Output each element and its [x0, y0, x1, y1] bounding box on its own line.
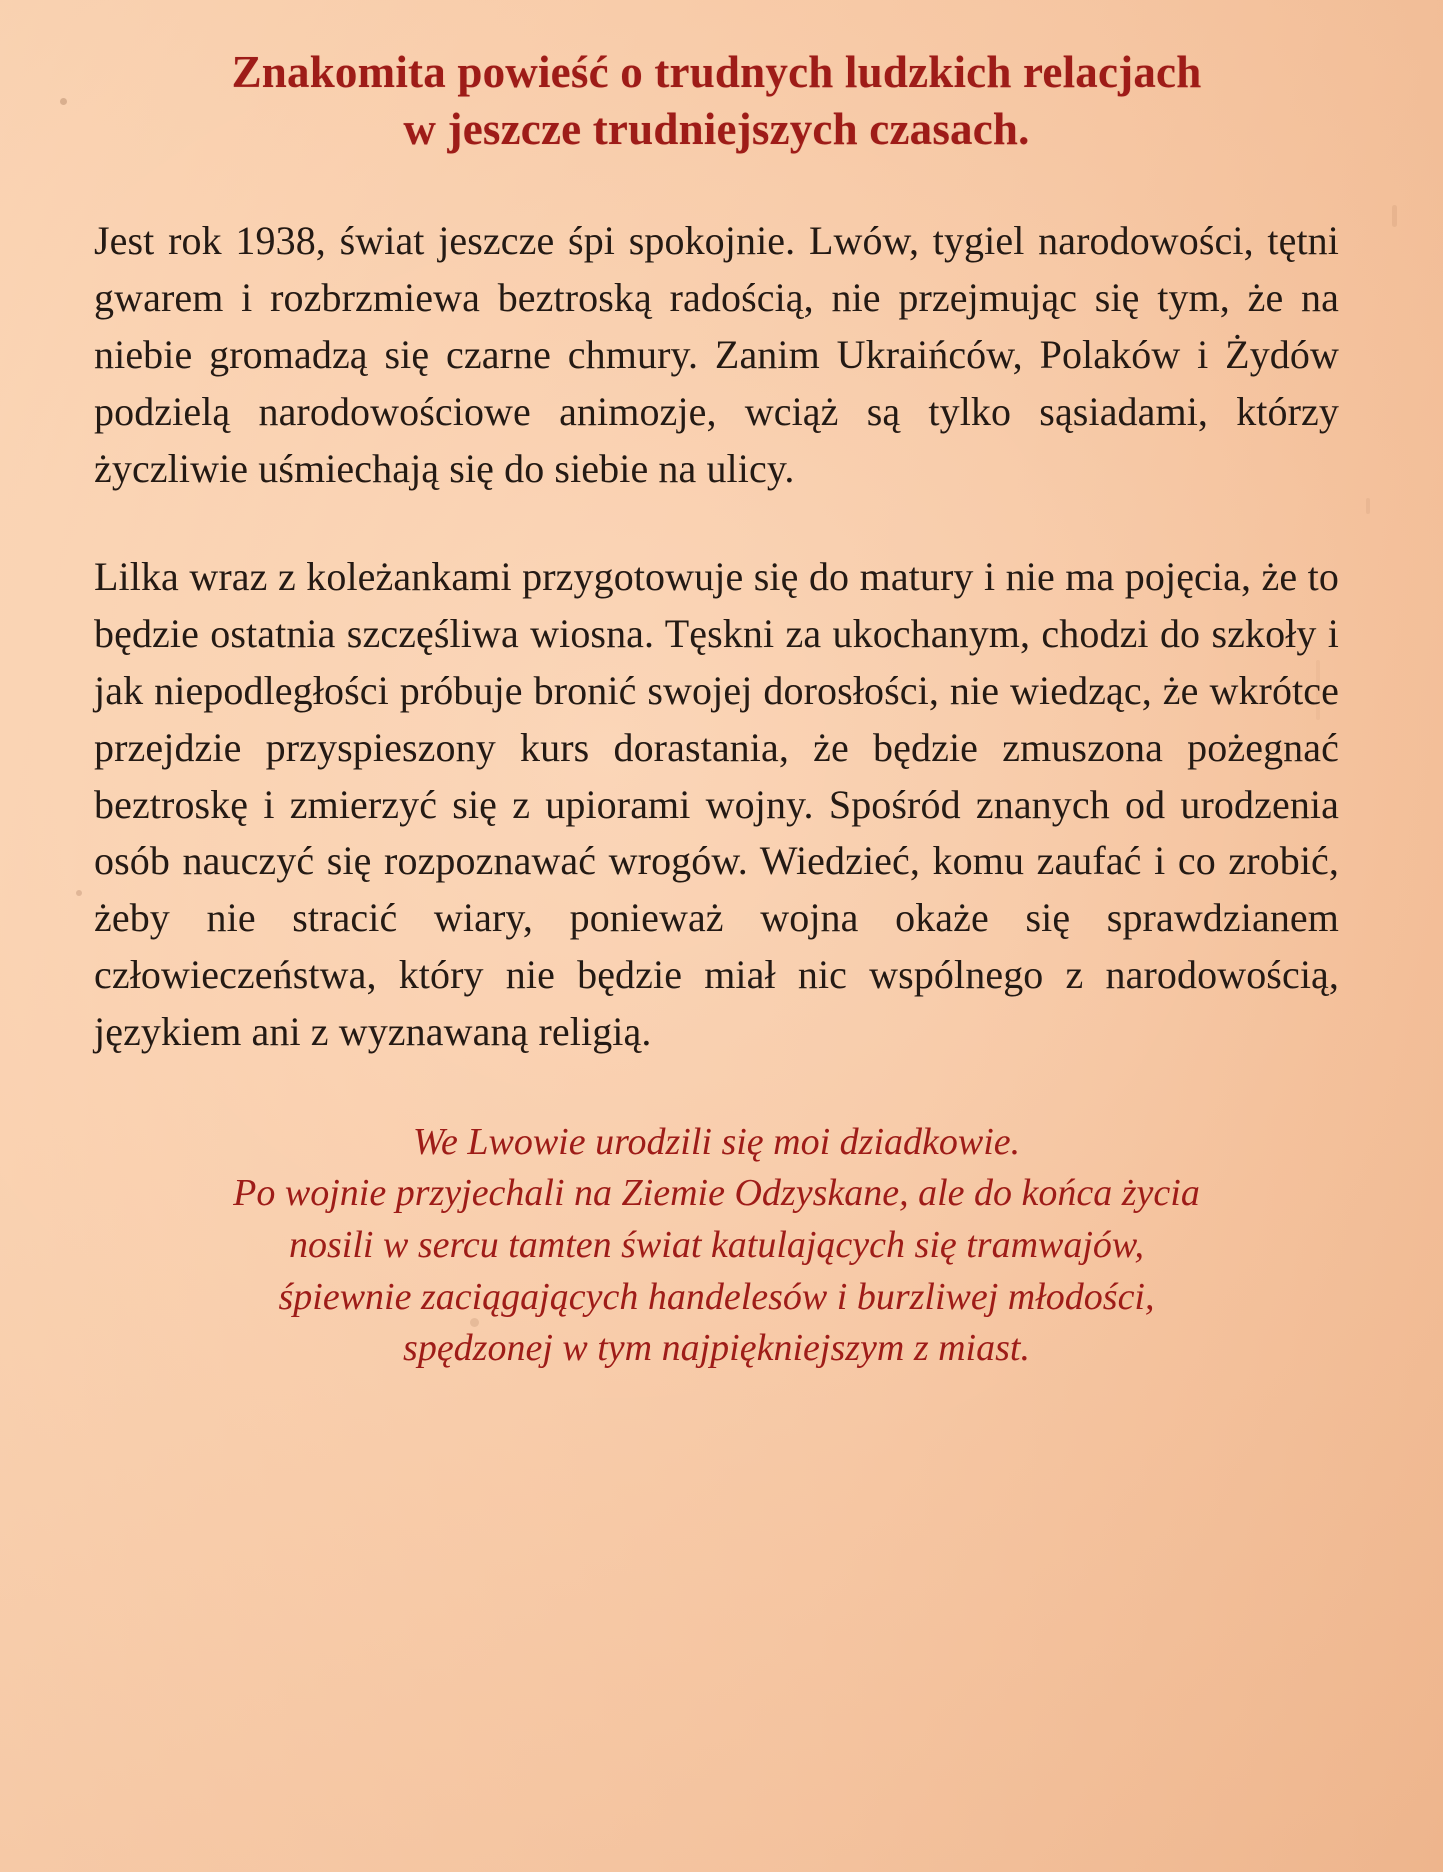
quote-line-4: śpiewnie zaciągających handelesów i burzliwej młodości,	[278, 1275, 1155, 1318]
quote-line-1: We Lwowie urodzili się moi dziadkowie.	[412, 1120, 1021, 1163]
headline-line-2: w jeszcze trudniejszych czasach.	[403, 103, 1030, 154]
blurb-paragraph-1: Jest rok 1938, świat jeszcze śpi spokojnie. Lwów, tygiel narodowości, tętni gwarem i rozbrzmiewa beztroską radością, nie przejmując się tym, że na niebie gromadzą się czarne chmury. Zanim Ukraińców, Polaków i Żydów podzielą narodowościowe animozje, wciąż są tylko sąsiadami, którzy życzliwie uśmiechają się do siebie na ulicy.	[94, 218, 1339, 491]
paper-crease-icon	[1366, 498, 1370, 514]
author-quote	[94, 1117, 1339, 1375]
headline-line-1: Znakomita powieść o trudnych ludzkich relacjach	[231, 47, 1202, 97]
quote-line-3: nosili w sercu tamten świat katulających się tramwajów,	[289, 1223, 1144, 1266]
paper-crease-icon	[1392, 205, 1397, 227]
quote-line-5: spędzonej w tym najpiękniejszym z miast.	[403, 1327, 1030, 1370]
blurb-paragraph-2: Lilka wraz z koleżankami przygotowuje się do matury i nie ma pojęcia, że to będzie ostatnia szczęśliwa wiosna. Tęskni za ukochanym, chodzi do szkoły i jak niepodległości próbuje bronić swojej dorosłości, nie wiedząc, że wkrótce przejdzie przyspieszony kurs dorastania, że będzie zmuszona pożegnać beztroskę i zmierzyć się z upiorami wojny. Spośród znanych od urodzenia osób nauczyć się rozpoznawać wrogów. Wiedzieć, komu zaufać i co zrobić, żeby nie stracić wiary, ponieważ wojna okaże się sprawdzianem człowieczeństwa, który nie będzie miał nic wspólnego z narodowością, językiem ani z wyznawaną religią.	[94, 554, 1339, 1054]
paper-blemish-icon	[60, 98, 67, 105]
paper-blemish-icon	[76, 890, 82, 896]
headline	[94, 44, 1339, 157]
quote-line-2: Po wojnie przyjechali na Ziemie Odzyskane, ale do końca życia	[233, 1172, 1200, 1215]
